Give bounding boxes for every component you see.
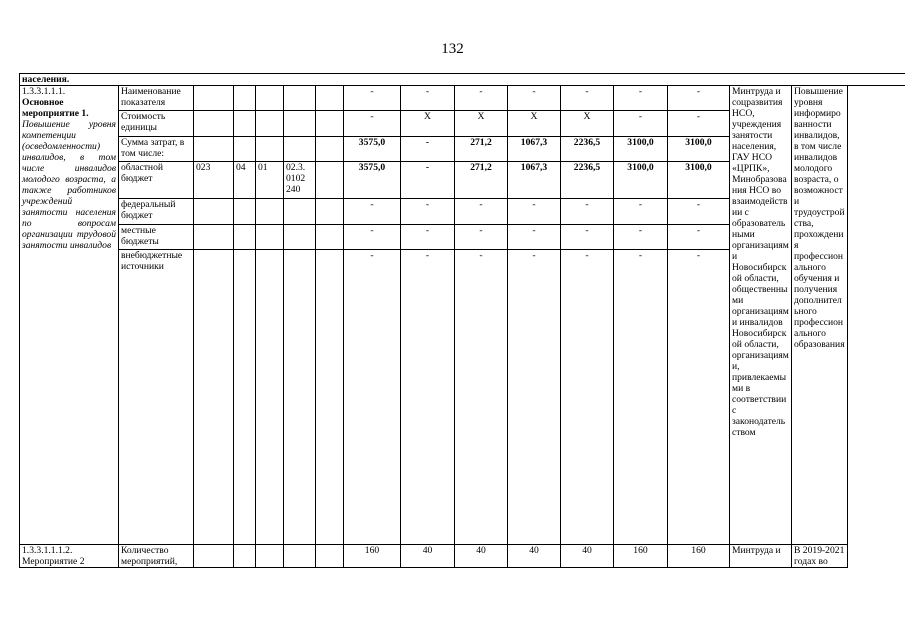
value-cell: -: [344, 250, 401, 545]
value-cell: -: [508, 86, 561, 111]
program-table: [19, 73, 905, 568]
value-cell: -: [455, 250, 508, 545]
rz-cell: 04: [234, 161, 256, 198]
value-cell: -: [344, 199, 401, 224]
value-cell: -: [614, 111, 668, 136]
value-cell: -: [668, 250, 730, 545]
value-cell: 1067,3: [508, 136, 561, 161]
executor-cell: Минтруда и соцразвития НСО, учреждения занятости населения, ГАУ НСО «ЦРПК», Минобразования НСО во взаимодействии с образовательными организациями Новосибирской области, общественными организациями инвалидов Новосибирской области, организациями, привлекаемыми в соответствии с законодательством: [730, 86, 792, 545]
value-cell: -: [401, 250, 455, 545]
value-cell: 160: [668, 545, 730, 568]
value-cell: -: [401, 224, 455, 249]
value-cell: X: [561, 111, 614, 136]
value-cell: 40: [508, 545, 561, 568]
row-label: Сумма затрат, в том числе:: [119, 136, 194, 161]
value-cell: 2236,5: [561, 136, 614, 161]
continued-row: [20, 74, 905, 86]
measure-title: Мероприятие 2: [22, 556, 85, 567]
value-cell: -: [344, 224, 401, 249]
value-cell: -: [401, 86, 455, 111]
value-cell: -: [668, 111, 730, 136]
row-label: федеральный бюджет: [119, 199, 194, 224]
value-cell: 3100,0: [614, 161, 668, 198]
row-label: местные бюджеты: [119, 224, 194, 249]
grbs-cell: 023: [194, 161, 234, 198]
value-cell: -: [401, 161, 455, 198]
value-cell: X: [508, 111, 561, 136]
value-cell: 40: [561, 545, 614, 568]
value-cell: -: [455, 86, 508, 111]
measure-code: 1.3.3.1.1.1.2.: [22, 545, 73, 556]
page-number: 132: [441, 41, 464, 57]
value-cell: -: [614, 224, 668, 249]
value-cell: 271,2: [455, 136, 508, 161]
value-cell: -: [344, 111, 401, 136]
executor-cell: Минтруда и: [730, 545, 792, 568]
value-cell: -: [561, 250, 614, 545]
value-cell: -: [614, 250, 668, 545]
value-cell: 3575,0: [344, 161, 401, 198]
table-row: [20, 86, 905, 111]
value-cell: -: [401, 136, 455, 161]
value-cell: 3100,0: [668, 161, 730, 198]
measure-cell: [20, 86, 119, 545]
continued-header: населения.: [20, 74, 905, 86]
value-cell: -: [561, 86, 614, 111]
value-cell: -: [508, 199, 561, 224]
value-cell: 2236,5: [561, 161, 614, 198]
pr-cell: 01: [256, 161, 284, 198]
value-cell: -: [508, 250, 561, 545]
value-cell: 3100,0: [668, 136, 730, 161]
value-cell: 271,2: [455, 161, 508, 198]
value-cell: -: [561, 199, 614, 224]
row-label: Наименование показателя: [119, 86, 194, 111]
value-cell: 1067,3: [508, 161, 561, 198]
value-cell: -: [668, 224, 730, 249]
value-cell: X: [455, 111, 508, 136]
measure-cell: [20, 545, 119, 568]
value-cell: -: [668, 86, 730, 111]
value-cell: 40: [401, 545, 455, 568]
value-cell: -: [668, 199, 730, 224]
value-cell: -: [344, 86, 401, 111]
measure-code: 1.3.3.1.1.1.: [22, 86, 66, 97]
value-cell: -: [455, 199, 508, 224]
measure-description: Повышение уровня компетенции (осведомленности) инвалидов, в том числе инвалидов молодого возраста, а также работников учреждений занятости населения по вопросам организации трудовой занятости инвалидов: [22, 119, 116, 251]
result-cell: Повышение уровня информированности инвалидов, в том числе инвалидов молодого возраста, о возможности трудоустройства, прохождения профессионального обучения и получения дополнительного профессионального образования: [792, 86, 848, 545]
value-cell: -: [508, 224, 561, 249]
value-cell: -: [455, 224, 508, 249]
value-cell: -: [561, 224, 614, 249]
row-label: Количество мероприятий,: [119, 545, 194, 568]
value-cell: -: [614, 199, 668, 224]
value-cell: -: [401, 199, 455, 224]
result-cell: В 2019-2021 годах во: [792, 545, 848, 568]
value-cell: -: [614, 86, 668, 111]
value-cell: X: [401, 111, 455, 136]
value-cell: 160: [614, 545, 668, 568]
csr-cell: 02.3. 0102 240: [284, 161, 316, 198]
row-label: внебюджетные источники: [119, 250, 194, 545]
value-cell: 3575,0: [344, 136, 401, 161]
row-label: Стоимость единицы: [119, 111, 194, 136]
value-cell: 40: [455, 545, 508, 568]
table-row: [20, 545, 905, 568]
measure-title: Основное мероприятие 1.: [22, 97, 89, 119]
row-label: областной бюджет: [119, 161, 194, 198]
value-cell: 3100,0: [614, 136, 668, 161]
value-cell: 160: [344, 545, 401, 568]
